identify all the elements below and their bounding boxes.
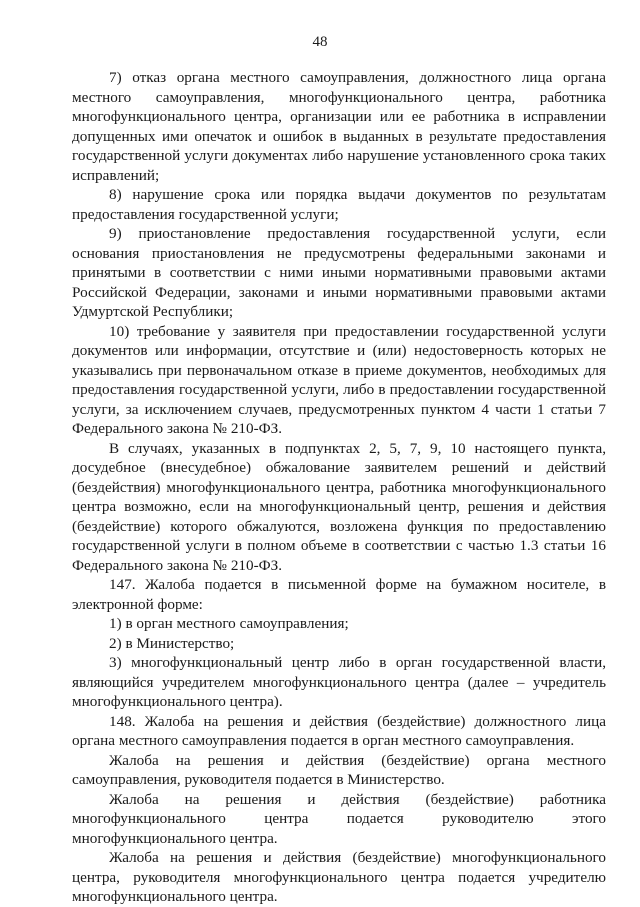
paragraph-complaint-mfc: Жалоба на решения и действия (бездействие) многофункционального центра, руководителя многофункционального центра подается учредителю многофункционального центра. (72, 849, 606, 905)
paragraph-cases: В случаях, указанных в подпунктах 2, 5, 7, 9, 10 настоящего пункта, досудебное (внесудебное) обжалование заявителем решений и действий (бездействия) многофункционального центра, работника многофункционального центра возможно, если на многофункциональный центр, решения и действия (бездействие) которого обжалуются, возложена функция по предоставлению государственной услуги в полном объеме в соответствии с частью 1.3 статьи 16 Федерального закона № 210-ФЗ. (72, 439, 606, 574)
paragraph-complaint-worker: Жалоба на решения и действия (бездействие) работника многофункционального центра подается руководителю этого многофункционального центра. (72, 790, 606, 847)
list-item-1: 1) в орган местного самоуправления; (109, 615, 349, 632)
paragraph-148: 148. Жалоба на решения и действия (бездействие) должностного лица органа местного самоуправления подается в орган местного самоуправления. (72, 712, 606, 749)
paragraph-item-8: 8) нарушение срока или порядка выдачи документов по результатам предоставления государственной услуги; (72, 186, 606, 223)
paragraph-complaint-organ: Жалоба на решения и действия (бездействие) органа местного самоуправления, руководителя подается в Министерство. (72, 751, 606, 788)
paragraph-item-10: 10) требование у заявителя при предоставлении государственной услуги документов или информации, отсутствие и (или) недостоверность которых не указывались при первоначальном отказе в приеме документов, необходимых для предоставления государственной услуги, либо в предоставлении государственной услуги, за исключением случаев, предусмотренных пунктом 4 части 1 статьи 7 Федерального закона № 210-ФЗ. (72, 322, 606, 437)
paragraph-item-7: 7) отказ органа местного самоуправления, должностного лица органа местного самоуправления, многофункционального центра, работника многофункционального центра, организации или ее работника в исправлении допущенных ими опечаток и ошибок в выданных в результате предоставления государственной услуги документах либо нарушение установленного срока таких исправлений; (72, 69, 606, 184)
document-body (72, 68, 606, 907)
list-item-2: 2) в Министерство; (109, 634, 235, 652)
paragraph-147: 147. Жалоба подается в письменной форме на бумажном носителе, в электронной форме: (72, 576, 606, 613)
paragraph-item-9: 9) приостановление предоставления государственной услуги, если основания приостановления не предусмотрены федеральными законами и принятыми в соответствии с ними иными нормативными правовыми актами Российской Федерации, законами и иными нормативными правовыми актами Удмуртской Республики; (72, 225, 606, 320)
list-item-3: 3) многофункциональный центр либо в орган государственной власти, являющийся учредителем многофункционального центра (далее – учредитель многофункционального центра). (72, 654, 606, 710)
page-number: 48 (312, 34, 328, 50)
